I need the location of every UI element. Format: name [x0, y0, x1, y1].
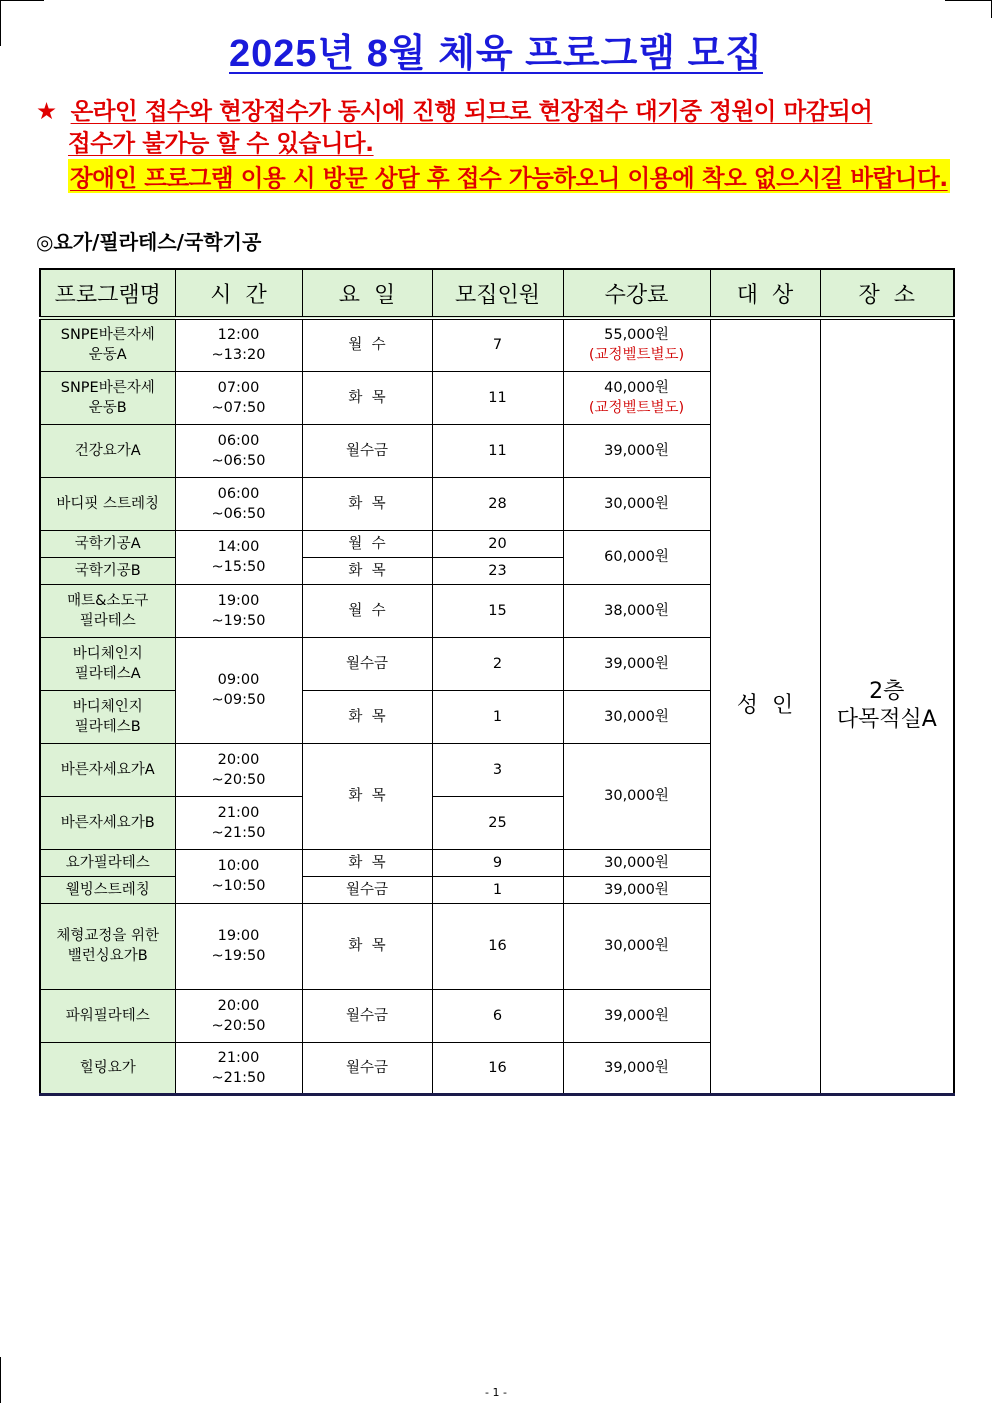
program-table — [39, 268, 955, 1096]
program-name: 바디핏 스트레칭 — [40, 477, 175, 530]
program-name: 파워필라테스 — [40, 989, 175, 1042]
header-time: 시 간 — [175, 269, 302, 318]
program-name: 국학기공A — [40, 530, 175, 557]
program-time: 10:00 ~10:50 — [175, 849, 302, 903]
program-time: 14:00 ~15:50 — [175, 530, 302, 584]
program-name: 바른자세요가A — [40, 743, 175, 796]
table-row — [40, 318, 954, 371]
program-days: 월수금 — [302, 637, 432, 690]
program-time: 06:00 ~06:50 — [175, 477, 302, 530]
program-fee: 39,000원 — [563, 1042, 710, 1094]
program-capacity: 11 — [432, 424, 563, 477]
page-number: - 1 - — [485, 1386, 507, 1399]
program-days: 월수금 — [302, 876, 432, 903]
program-time: 19:00 ~19:50 — [175, 584, 302, 637]
program-days: 월 수 — [302, 584, 432, 637]
program-capacity: 9 — [432, 849, 563, 876]
program-days: 월수금 — [302, 424, 432, 477]
program-time: 06:00 ~06:50 — [175, 424, 302, 477]
program-time: 20:00 ~20:50 — [175, 989, 302, 1042]
program-name: SNPE바른자세 운동A — [40, 318, 175, 371]
header-place: 장 소 — [820, 269, 954, 318]
target-cell: 성 인 — [710, 318, 820, 1094]
program-fee: 30,000원 — [563, 903, 710, 989]
program-days: 월 수 — [302, 318, 432, 371]
program-time: 12:00 ~13:20 — [175, 318, 302, 371]
program-days: 화 목 — [302, 743, 432, 849]
notice-line-2: 접수가 불가능 할 수 있습니다. — [68, 129, 374, 157]
program-time: 09:00 ~09:50 — [175, 637, 302, 743]
header-target: 대 상 — [710, 269, 820, 318]
crop-mark-top-right — [945, 0, 992, 1]
program-name: 요가필라테스 — [40, 849, 175, 876]
program-fee: 30,000원 — [563, 690, 710, 743]
program-capacity: 23 — [432, 557, 563, 584]
header-program: 프로그램명 — [40, 269, 175, 318]
program-name: 힐링요가 — [40, 1042, 175, 1094]
program-fee: 39,000원 — [563, 637, 710, 690]
program-time: 07:00 ~07:50 — [175, 371, 302, 424]
program-name: 바디체인지 필라테스A — [40, 637, 175, 690]
fee-note: (교정벨트별도) — [588, 347, 685, 364]
program-capacity: 7 — [432, 318, 563, 371]
fee-note: (교정벨트별도) — [588, 399, 685, 416]
program-name: 체형교정을 위한 밸런싱요가B — [40, 903, 175, 989]
program-capacity: 11 — [432, 371, 563, 424]
header-fee: 수강료 — [563, 269, 710, 318]
section-title: ◎요가/필라테스/국학기공 — [36, 230, 262, 254]
program-fee: 39,000원 — [563, 876, 710, 903]
program-days: 월수금 — [302, 989, 432, 1042]
program-name: 건강요가A — [40, 424, 175, 477]
program-capacity: 15 — [432, 584, 563, 637]
program-capacity: 2 — [432, 637, 563, 690]
program-time: 20:00 ~20:50 — [175, 743, 302, 796]
program-name: 바른자세요가B — [40, 796, 175, 849]
program-name: 웰빙스트레칭 — [40, 876, 175, 903]
program-days: 화 목 — [302, 903, 432, 989]
program-fee: 39,000원 — [563, 424, 710, 477]
header-capacity: 모집인원 — [432, 269, 563, 318]
program-capacity: 16 — [432, 903, 563, 989]
place-cell: 2층 다목적실A — [820, 318, 954, 1094]
program-name: 매트&소도구 필라테스 — [40, 584, 175, 637]
program-capacity: 20 — [432, 530, 563, 557]
program-fee: 30,000원 — [563, 743, 710, 849]
program-name: 국학기공B — [40, 557, 175, 584]
program-days: 화 목 — [302, 849, 432, 876]
program-days: 화 목 — [302, 557, 432, 584]
program-fee: 30,000원 — [563, 477, 710, 530]
notice-line-1: ★ 온라인 접수와 현장접수가 동시에 진행 되므로 현장접수 대기중 정원이 마감되어 — [36, 97, 873, 125]
notice-line-3-highlight: 장애인 프로그램 이용 시 방문 상담 후 접수 가능하오니 이용에 착오 없으시길 바랍니다. — [68, 159, 950, 193]
program-fee: 40,000원 (교정벨트별도) — [563, 371, 710, 424]
star-icon: ★ — [36, 97, 57, 125]
program-days: 화 목 — [302, 477, 432, 530]
program-days: 월 수 — [302, 530, 432, 557]
program-capacity: 25 — [432, 796, 563, 849]
program-capacity: 1 — [432, 690, 563, 743]
program-name: SNPE바른자세 운동B — [40, 371, 175, 424]
program-days: 화 목 — [302, 371, 432, 424]
program-time: 21:00 ~21:50 — [175, 1042, 302, 1094]
program-fee: 38,000원 — [563, 584, 710, 637]
program-days: 화 목 — [302, 690, 432, 743]
program-days: 월수금 — [302, 1042, 432, 1094]
crop-mark-top-left-h — [0, 0, 44, 1]
header-row — [40, 269, 954, 318]
program-fee: 30,000원 — [563, 849, 710, 876]
program-capacity: 3 — [432, 743, 563, 796]
program-fee: 60,000원 — [563, 530, 710, 584]
program-capacity: 1 — [432, 876, 563, 903]
program-capacity: 28 — [432, 477, 563, 530]
program-capacity: 16 — [432, 1042, 563, 1094]
header-days: 요 일 — [302, 269, 432, 318]
program-name: 바디체인지 필라테스B — [40, 690, 175, 743]
page-title: 2025년 8월 체육 프로그램 모집 — [229, 33, 763, 75]
program-time: 21:00 ~21:50 — [175, 796, 302, 849]
program-capacity: 6 — [432, 989, 563, 1042]
program-fee: 39,000원 — [563, 989, 710, 1042]
program-fee: 55,000원 (교정벨트별도) — [563, 318, 710, 371]
program-time: 19:00 ~19:50 — [175, 903, 302, 989]
